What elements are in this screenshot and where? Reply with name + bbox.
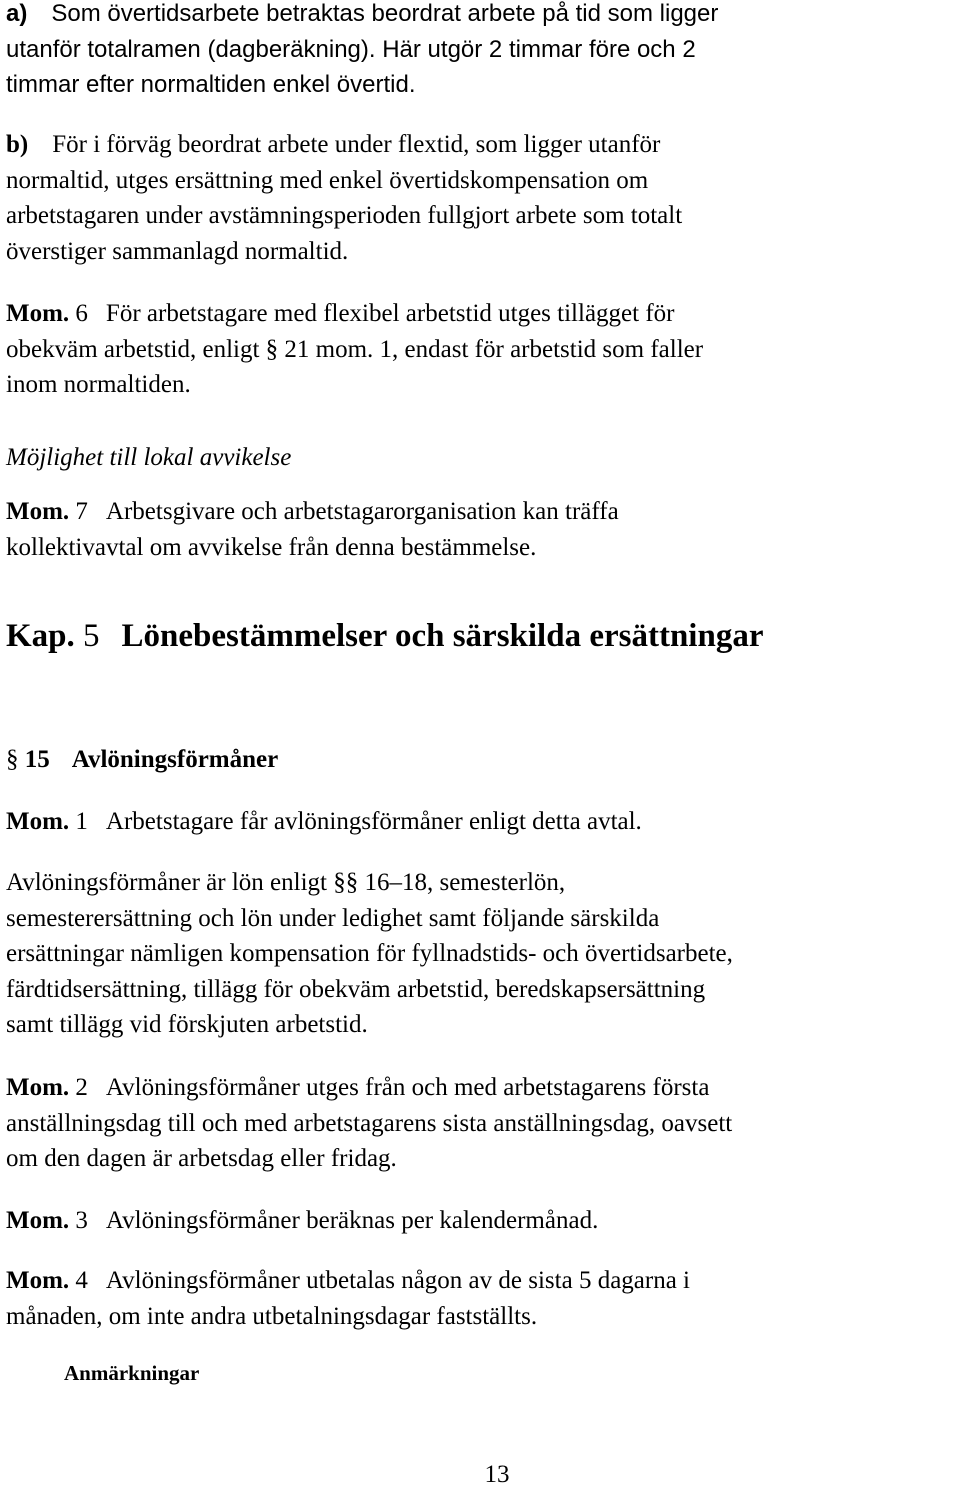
avloning-line-4: färdtidsersättning, tillägg för obekväm arbetstid, beredskapsersättning <box>6 975 706 1003</box>
mom-7 <box>6 494 956 565</box>
item-b-line-1: b) För i förväg beordrat arbete under flextid, som ligger utanför <box>6 131 661 158</box>
mom-3-line-1: Mom. 3 Avlöningsförmåner beräknas per kalendermånad. <box>6 1207 599 1234</box>
mom-4-label: Mom. <box>6 1267 70 1294</box>
chapter-heading <box>6 616 763 656</box>
item-a-line-3: timmar efter normaltiden enkel övertid. <box>6 71 416 98</box>
chapter-number: 5 <box>83 618 100 654</box>
avloning-line-2: semesterersättning och lön under ledighet samt följande särskilda <box>6 904 660 932</box>
item-b-line-3: arbetstagaren under avstämningsperioden fullgjort arbete som totalt <box>6 202 683 229</box>
mom-2-line-3: om den dagen är arbetsdag eller fridag. <box>6 1145 397 1172</box>
mom-4 <box>6 1263 956 1334</box>
item-a-label: a) <box>6 0 28 27</box>
mom-6-line-3: inom normaltiden. <box>6 371 191 398</box>
mom-3 <box>6 1203 956 1239</box>
mom-4-line-2: månaden, om inte andra utbetalningsdagar fastställts. <box>6 1302 538 1330</box>
mom-2-label: Mom. <box>6 1074 70 1101</box>
mom-4-line-1: Mom. 4 Avlöningsförmåner utbetalas någon av de sista 5 dagarna i <box>6 1267 691 1294</box>
mom-1-number: 1 <box>75 808 88 835</box>
item-b-line-4: överstiger sammanlagd normaltid. <box>6 237 349 265</box>
mom-1 <box>6 804 956 840</box>
avloning-line-3: ersättningar nämligen kompensation för fyllnadstids- och övertidsarbete, <box>6 940 733 967</box>
section-number: 15 <box>24 746 50 773</box>
item-b-label: b) <box>6 131 29 158</box>
mom-6-number: 6 <box>75 300 88 327</box>
mom-3-label: Mom. <box>6 1207 70 1234</box>
mom-6-line-1: Mom. 6 För arbetstagare med flexibel arbetstid utges tillägget för <box>6 300 675 327</box>
mom-1-label: Mom. <box>6 808 70 835</box>
mom-3-number: 3 <box>75 1207 88 1234</box>
anmarkningar-heading: Anmärkningar <box>64 1361 200 1385</box>
mom-2 <box>6 1070 956 1177</box>
mom-1-line-1: Mom. 1 Arbetstagare får avlöningsförmåner enligt detta avtal. <box>6 808 642 835</box>
avloning-paragraph <box>6 865 956 1043</box>
mom-7-number: 7 <box>75 498 88 525</box>
avloning-line-1: Avlöningsförmåner är lön enligt §§ 16–18, semesterlön, <box>6 869 566 896</box>
section-sign: § <box>6 746 19 773</box>
mom-7-line-1: Mom. 7 Arbetsgivare och arbetstagarorganisation kan träffa <box>6 498 619 525</box>
mom-4-number: 4 <box>75 1267 88 1294</box>
mom-7-line-2: kollektivavtal om avvikelse från denna bestämmelse. <box>6 533 537 561</box>
avloning-line-5: samt tillägg vid förskjuten arbetstid. <box>6 1011 368 1038</box>
item-a <box>6 0 956 103</box>
lokal-avvikelse-heading: Möjlighet till lokal avvikelse <box>6 444 292 471</box>
item-b <box>6 127 956 269</box>
item-b-line-2: normaltid, utges ersättning med enkel övertidskompensation om <box>6 166 649 194</box>
item-a-line-2: utanför totalramen (dagberäkning). Här utgör 2 timmar före och 2 <box>6 35 696 63</box>
mom-6-label: Mom. <box>6 300 70 327</box>
mom-6 <box>6 296 956 403</box>
mom-2-line-2: anställningsdag till och med arbetstagarens sista anställningsdag, oavsett <box>6 1109 733 1137</box>
section-title: Avlöningsförmåner <box>71 746 279 773</box>
chapter-label: Kap. <box>6 618 75 654</box>
mom-2-line-1: Mom. 2 Avlöningsförmåner utges från och med arbetstagarens första <box>6 1074 710 1101</box>
page-number: 13 <box>484 1461 510 1488</box>
chapter-title: Lönebestämmelser och särskilda ersättningar <box>121 618 764 654</box>
mom-6-line-2: obekväm arbetstid, enligt § 21 mom. 1, endast för arbetstid som faller <box>6 335 704 363</box>
mom-7-label: Mom. <box>6 498 70 525</box>
section-heading <box>6 742 278 778</box>
mom-2-number: 2 <box>75 1074 88 1101</box>
item-a-line-1: a) Som övertidsarbete betraktas beordrat arbete på tid som ligger <box>6 0 719 27</box>
